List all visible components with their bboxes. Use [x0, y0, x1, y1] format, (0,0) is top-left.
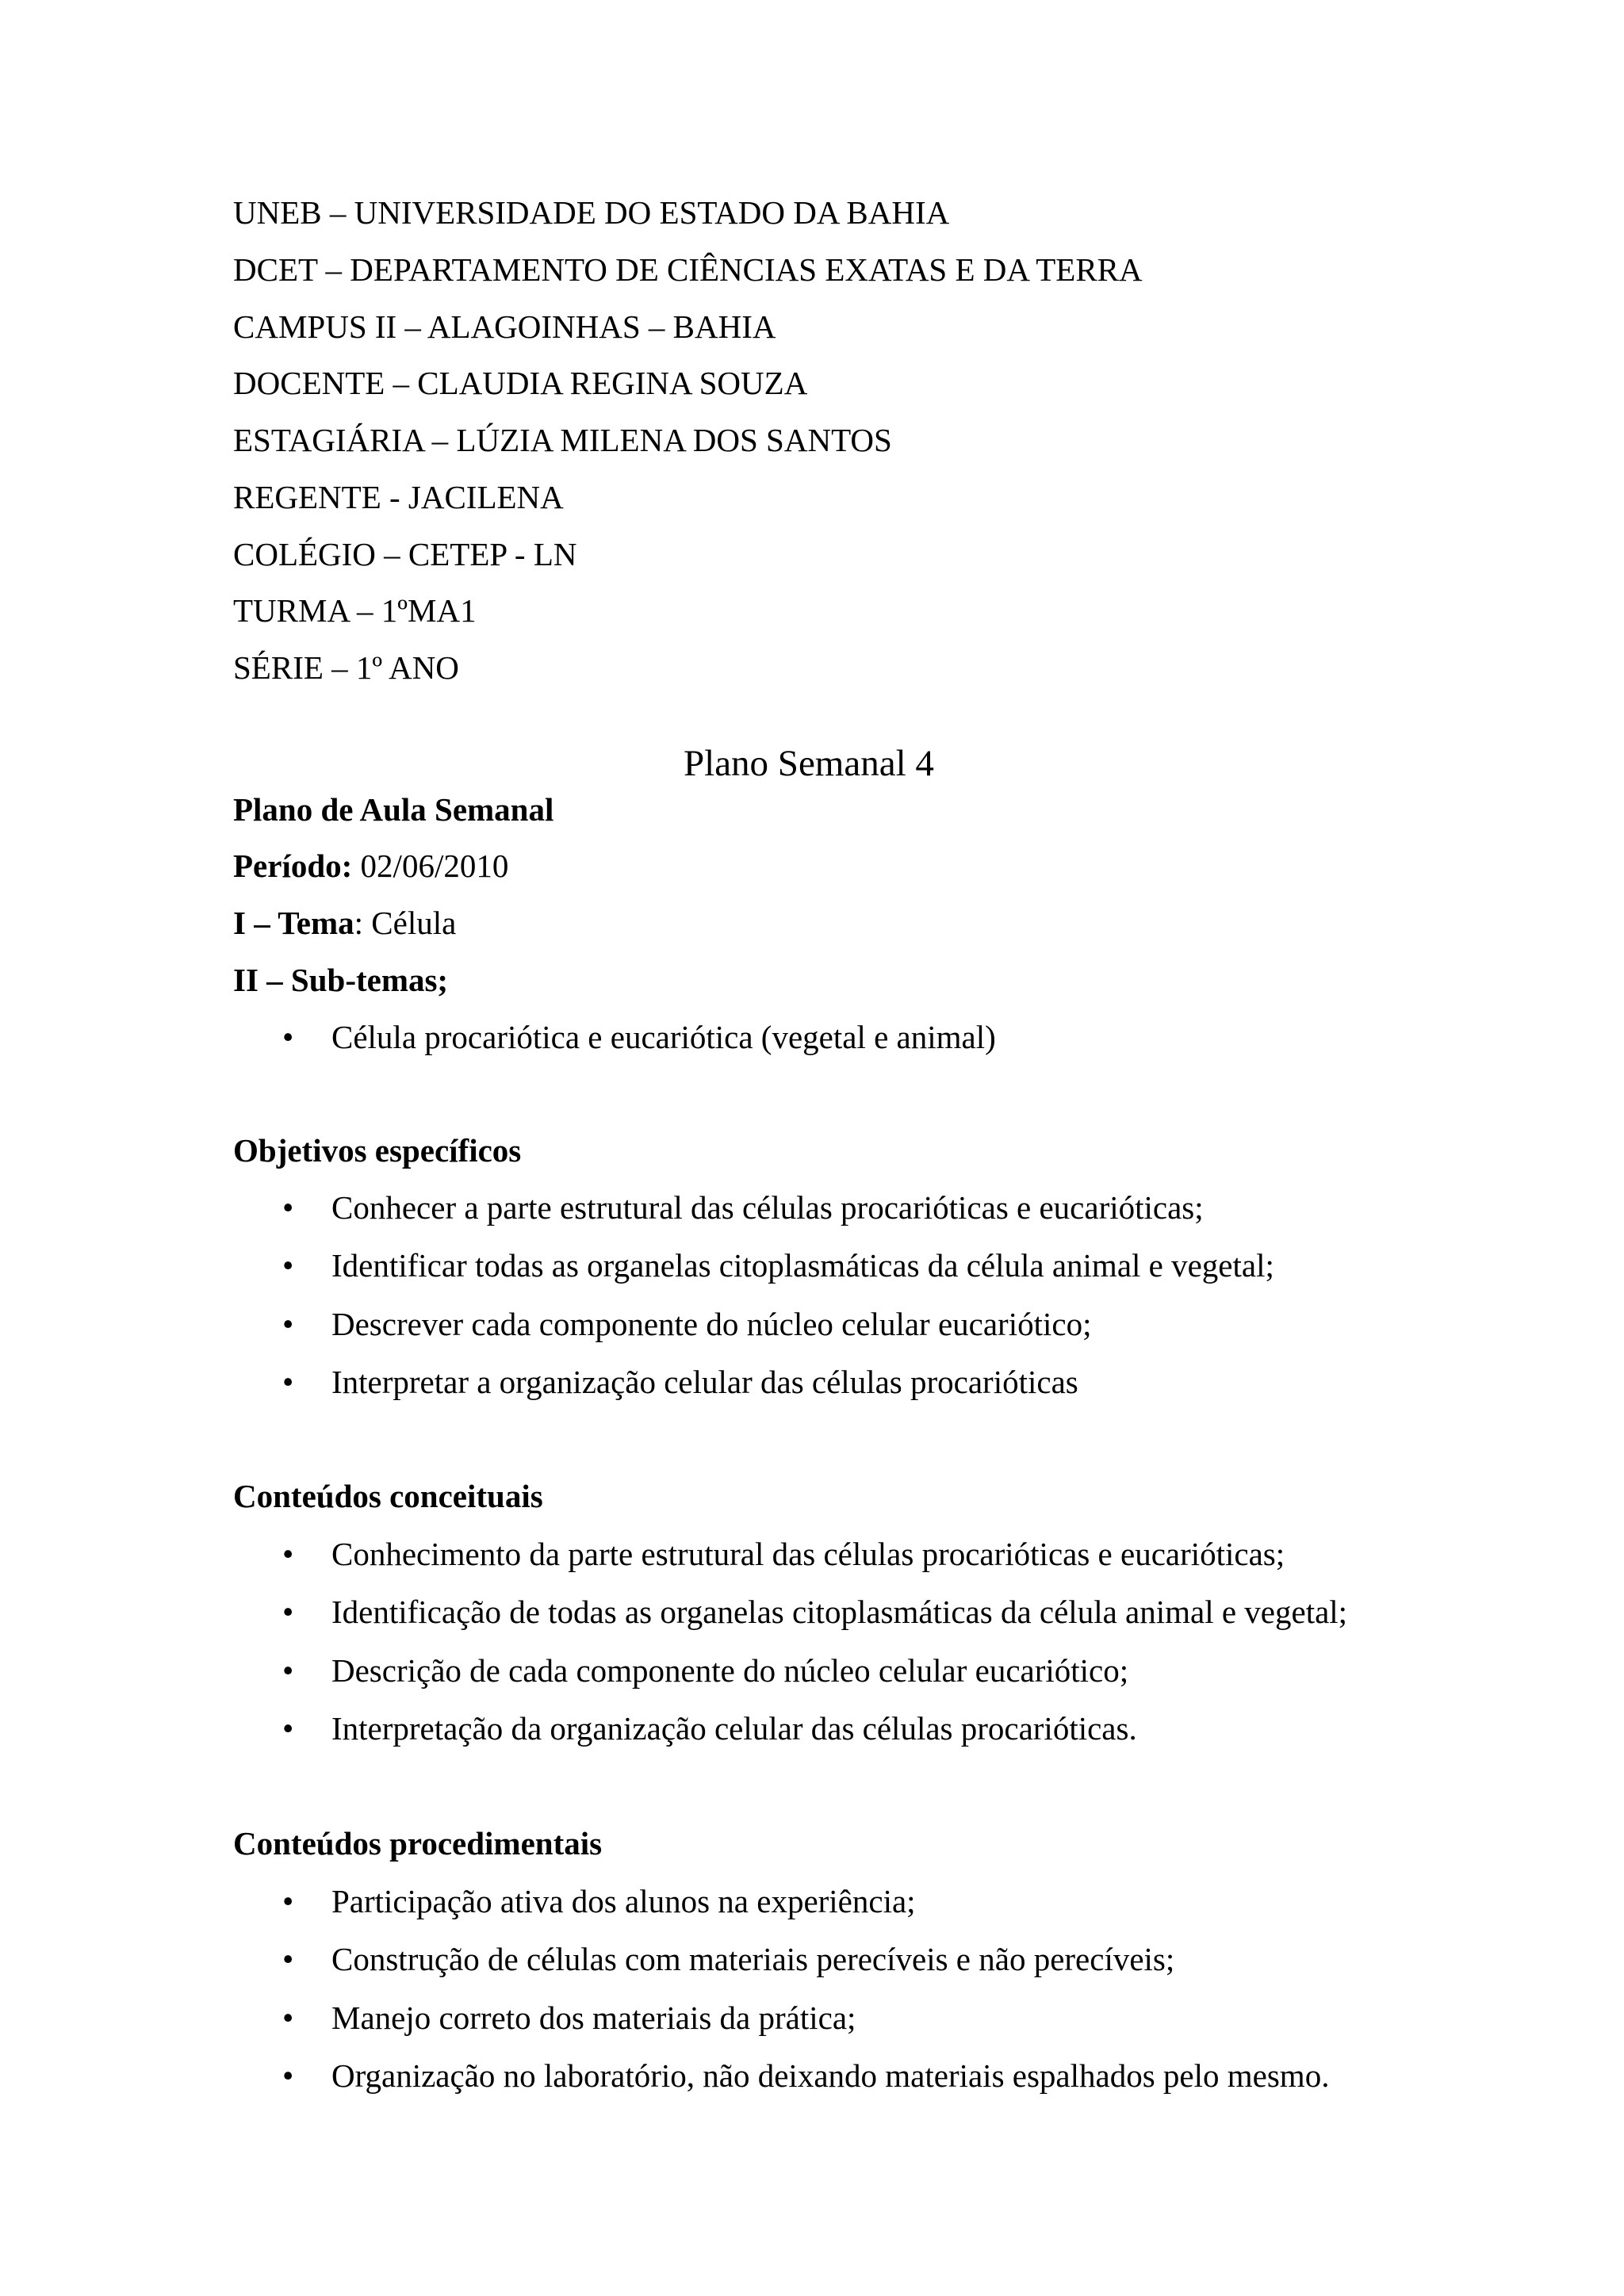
procedimental-item: Organização no laboratório, não deixando materiais espalhados pelo mesmo.	[331, 2057, 1330, 2094]
bullet-icon: •	[282, 1999, 294, 2036]
procedimental-item: Participação ativa dos alunos na experiência;	[331, 1883, 916, 1919]
header-line-turma: TURMA – 1ºMA1	[233, 592, 477, 629]
subtemas-label: II – Sub-temas;	[233, 962, 449, 998]
conceitual-item: Interpretação da organização celular das células procarióticas.	[331, 1710, 1137, 1747]
header-line-estagiaria: ESTAGIÁRIA – LÚZIA MILENA DOS SANTOS	[233, 422, 892, 458]
bullet-icon: •	[282, 1883, 294, 1919]
periodo-value: 02/06/2010	[352, 848, 509, 884]
objetivo-item: Conhecer a parte estrutural das células procarióticas e eucarióticas;	[331, 1189, 1204, 1226]
objetivo-item: Identificar todas as organelas citoplasmáticas da célula animal e vegetal;	[331, 1247, 1274, 1284]
procedimental-item: Manejo correto dos materiais da prática;	[331, 1999, 856, 2036]
bullet-icon: •	[282, 1710, 294, 1747]
conceitual-item: Conhecimento da parte estrutural das células procarióticas e eucarióticas;	[331, 1536, 1285, 1572]
bullet-icon: •	[282, 1652, 294, 1689]
conceitual-item: Descrição de cada componente do núcleo celular eucariótico;	[331, 1652, 1129, 1689]
bullet-icon: •	[282, 1536, 294, 1572]
conceituais-heading: Conteúdos conceituais	[233, 1478, 543, 1514]
objetivo-item: Interpretar a organização celular das células procarióticas	[331, 1364, 1078, 1400]
periodo-label: Período:	[233, 848, 353, 884]
procedimental-item: Construção de células com materiais perecíveis e não perecíveis;	[331, 1941, 1175, 1977]
header-line-campus: CAMPUS II – ALAGOINHAS – BAHIA	[233, 308, 776, 345]
tema-label: I – Tema	[233, 905, 354, 941]
document-title: Plano Semanal 4	[684, 743, 934, 784]
header-line-university: UNEB – UNIVERSIDADE DO ESTADO DA BAHIA	[233, 194, 950, 231]
bullet-icon: •	[282, 1594, 294, 1630]
header-line-serie: SÉRIE – 1º ANO	[233, 649, 459, 686]
tema-value: : Célula	[354, 905, 457, 941]
bullet-icon: •	[282, 1189, 294, 1226]
bullet-icon: •	[282, 1941, 294, 1977]
tema-line	[233, 904, 456, 942]
objetivos-heading: Objetivos específicos	[233, 1132, 522, 1169]
conceitual-item: Identificação de todas as organelas citoplasmáticas da célula animal e vegetal;	[331, 1594, 1348, 1630]
objetivo-item: Descrever cada componente do núcleo celular eucariótico;	[331, 1306, 1092, 1342]
header-line-department: DCET – DEPARTAMENTO DE CIÊNCIAS EXATAS E DA TERRA	[233, 251, 1143, 288]
bullet-icon: •	[282, 1247, 294, 1284]
header-line-colegio: COLÉGIO – CETEP - LN	[233, 536, 577, 572]
procedimentais-heading: Conteúdos procedimentais	[233, 1825, 603, 1862]
header-line-docente: DOCENTE – CLAUDIA REGINA SOUZA	[233, 365, 808, 401]
bullet-icon: •	[282, 1019, 294, 1055]
subtema-item: Célula procariótica e eucariótica (vegetal e animal)	[331, 1019, 996, 1055]
bullet-icon: •	[282, 2057, 294, 2094]
periodo-line	[233, 847, 508, 885]
bullet-icon: •	[282, 1306, 294, 1342]
bullet-icon: •	[282, 1364, 294, 1400]
header-line-regente: REGENTE - JACILENA	[233, 479, 564, 515]
plan-heading: Plano de Aula Semanal	[233, 791, 554, 828]
